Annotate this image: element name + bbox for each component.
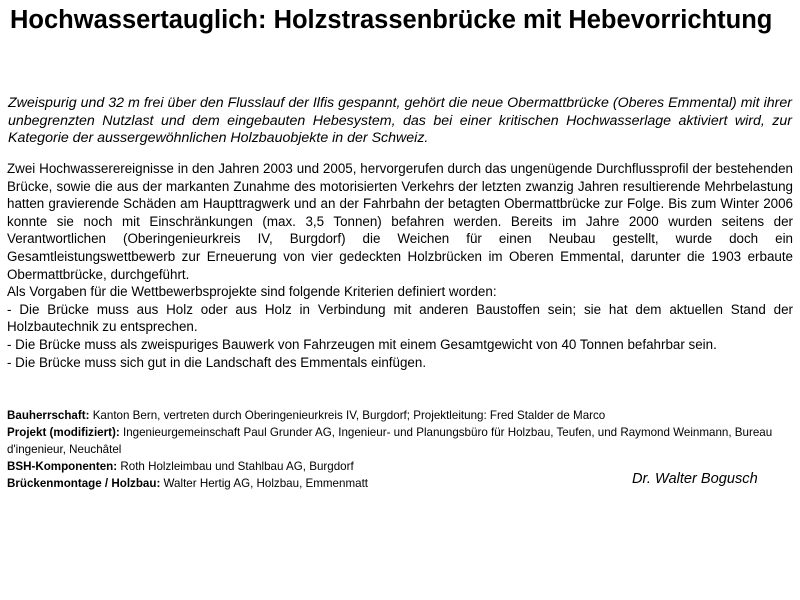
article-lead: Zweispurig und 32 m frei über den Flusslauf der Ilfis gespannt, gehört die neue Obermattbrücke (Oberes Emmental) mit ihrer unbegrenzten Nutzlast und dem eingebauten Hebesystem, das bei einer kritischen Hochwasserlage aktiviert wird, zur Kategorie der aussergewöhnlichen Holzbauobjekte in der Schweiz. <box>8 95 792 146</box>
credit-text: Ingenieurgemeinschaft Paul Grunder AG, Ingenieur- und Planungsbüro für Holzbau, Teufen, und Raymond Weinmann, Bureau d'ingenieur, Neuchâtel <box>7 426 773 457</box>
criteria-item-load: - Die Brücke muss als zweispuriges Bauwerk von Fahrzeugen mit einem Gesamtgewicht von 40 Tonnen befahrbar sein. <box>7 336 717 352</box>
credit-label: Projekt (modifiziert): <box>7 426 120 440</box>
credit-text: Kanton Bern, vertreten durch Oberingenieurkreis IV, Burgdorf; Projektleitung: Fred Stalder de Marco <box>92 409 606 422</box>
credit-label: Brückenmontage / Holzbau: <box>7 477 161 491</box>
article-body <box>7 160 793 371</box>
credit-text: Roth Holzleimbau und Stahlbau AG, Burgdorf <box>120 460 354 474</box>
criteria-item-landscape: - Die Brücke muss sich gut in die Landschaft des Emmentals einfügen. <box>7 354 427 370</box>
body-paragraph-intro: Zwei Hochwasserereignisse in den Jahren 2003 und 2005, hervorgerufen durch das ungenügende Durchflussprofil der bestehenden Brücke, sowie die aus der markanten Zunahme des motorisierten Verkehrs der letzten zwanzig Jahren resultierende Mehrbelastung hatten gravierende Schäden am Haupttragwerk und an der Fahrbahn der betagten Obermattbrücke zur Folge. Bis zum Winter 2006 konnte sie noch mit Einschränkungen (max. 3,5 Tonnen) befahren werden. Bereits im Jahre 2000 wurden seitens der Verantwortlichen (Oberingenieurkreis IV, Burgdorf) die Weichen für einen Neubau gestellt, wurde doch ein Gesamtleistungswettbewerb zur Erneuerung von vier gedeckten Holzbrücken im Oberen Emmental, darunter die 1903 erbaute Obermattbrücke, durchgeführt. <box>7 161 793 282</box>
credit-label: Bauherrschaft: <box>7 409 90 422</box>
credit-label: BSH-Komponenten: <box>7 460 118 474</box>
author-name: Dr. Walter Bogusch <box>632 471 758 487</box>
credit-text: Walter Hertig AG, Holzbau, Emmenmatt <box>163 477 369 491</box>
body-paragraph-criteria-heading: Als Vorgaben für die Wettbewerbsprojekte sind folgende Kriterien definiert worden: <box>7 284 497 300</box>
credit-row-client <box>7 407 793 424</box>
criteria-item-material: - Die Brücke muss aus Holz oder aus Holz in Verbindung mit anderen Baustoffen sein; sie hat dem aktuellen Stand der Holzbautechnik zu entsprechen. <box>7 301 793 335</box>
article-title: Hochwassertauglich: Holzstrassenbrücke mit Hebevorrichtung <box>10 6 773 34</box>
credit-row-project <box>7 424 793 458</box>
